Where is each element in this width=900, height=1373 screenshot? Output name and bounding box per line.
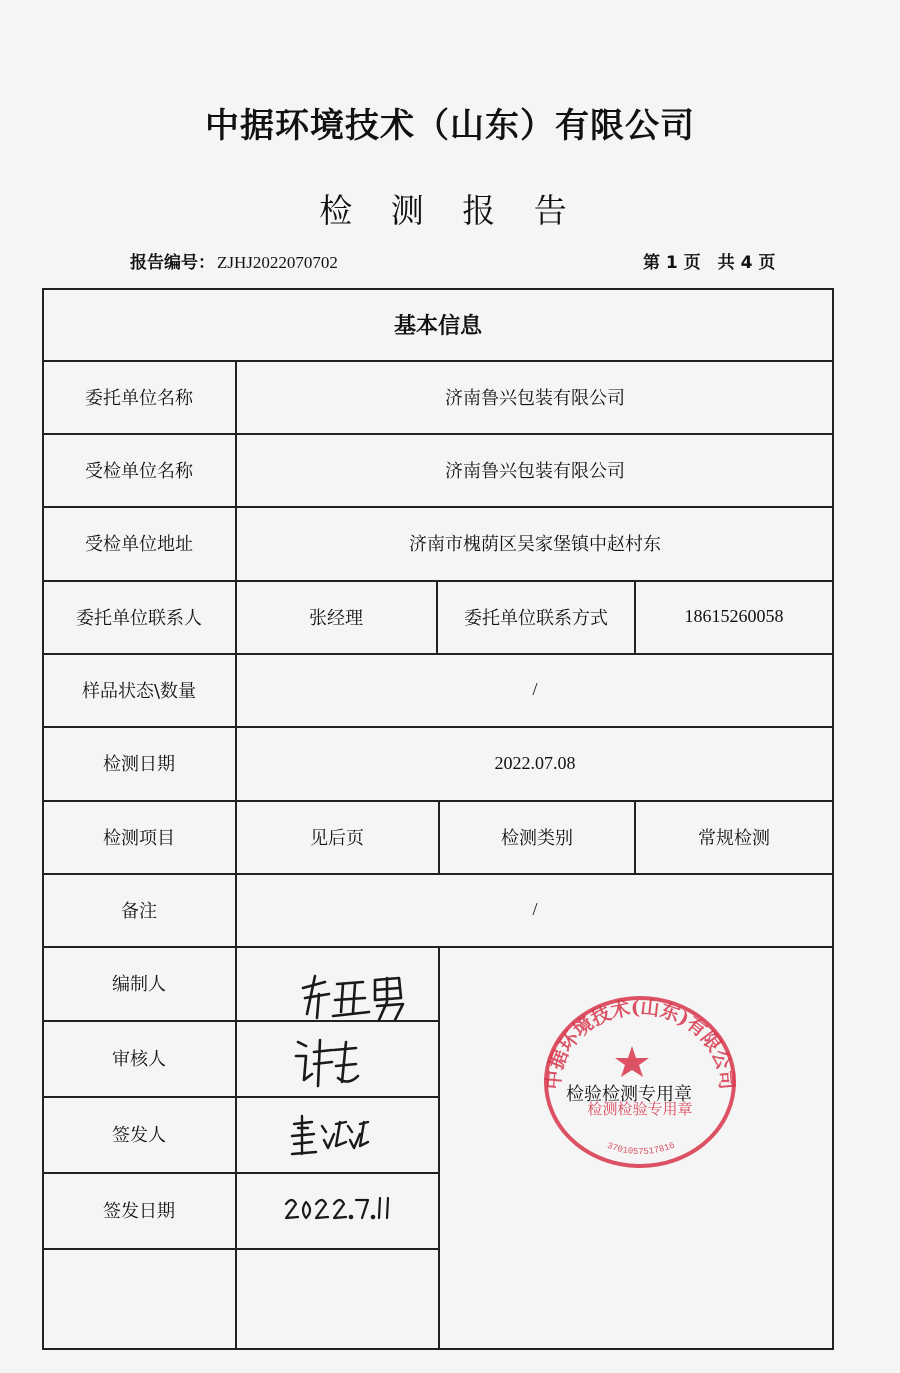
inspected-name-label: 受检单位名称 [85, 460, 193, 482]
sample-value: / [532, 679, 538, 699]
report-number-value: ZJHJ2022070702 [217, 253, 338, 272]
page-info: 第 1 页 共 4 页 [643, 253, 776, 273]
contact-value: 张经理 [309, 607, 363, 629]
inspected-address-value: 济南市槐荫区吴家堡镇中赵村东 [409, 534, 661, 555]
date-value: 2022.07.08 [494, 752, 576, 773]
compiler-signature [295, 972, 410, 1024]
date-label: 检测日期 [103, 754, 175, 775]
col-divider [438, 946, 440, 1350]
section-title: 基本信息 [393, 313, 482, 339]
report-number-label: 报告编号： [130, 253, 215, 273]
remark-value: / [532, 899, 538, 919]
contact-label: 委托单位联系人 [76, 607, 202, 629]
client-name-label: 委托单位名称 [85, 387, 193, 409]
category-label: 检测类别 [501, 827, 573, 849]
company-name: 中据环境技术（山东）有限公司 [205, 106, 695, 146]
svg-text:中据环境技术(山东)有限公司: 中据环境技术(山东)有限公司 [542, 996, 738, 1091]
category-value: 常规检测 [698, 827, 770, 849]
remark-label: 备注 [121, 900, 157, 922]
svg-text:检测检验专用章: 检测检验专用章 [587, 1100, 693, 1118]
sample-label: 样品状态\数量 [81, 680, 197, 702]
row-divider [42, 1248, 438, 1250]
stamp-overprint-text: 检验检测专用章 [566, 1084, 692, 1105]
issue-date-signature [282, 1190, 392, 1226]
report-number [130, 248, 338, 273]
inspected-address-label: 受检单位地址 [85, 534, 193, 555]
contact-method-value: 18615260058 [684, 606, 784, 626]
compiler-label: 编制人 [112, 974, 166, 995]
client-name-value: 济南鲁兴包装有限公司 [445, 387, 625, 409]
contact-method-label: 委托单位联系方式 [464, 607, 608, 629]
reviewer-label: 审核人 [112, 1049, 166, 1070]
inspected-name-value: 济南鲁兴包装有限公司 [445, 460, 625, 482]
reviewer-signature [292, 1036, 362, 1096]
report-title: 检 测 报 告 [319, 191, 581, 230]
issuer-label: 签发人 [112, 1125, 166, 1146]
issuer-signature [290, 1114, 370, 1160]
item-label: 检测项目 [103, 827, 175, 849]
svg-text:3701057517816: 3701057517816 [605, 1140, 677, 1158]
issue-date-label: 签发日期 [103, 1201, 175, 1222]
item-value: 见后页 [310, 827, 364, 849]
basic-info-table [42, 288, 834, 1350]
